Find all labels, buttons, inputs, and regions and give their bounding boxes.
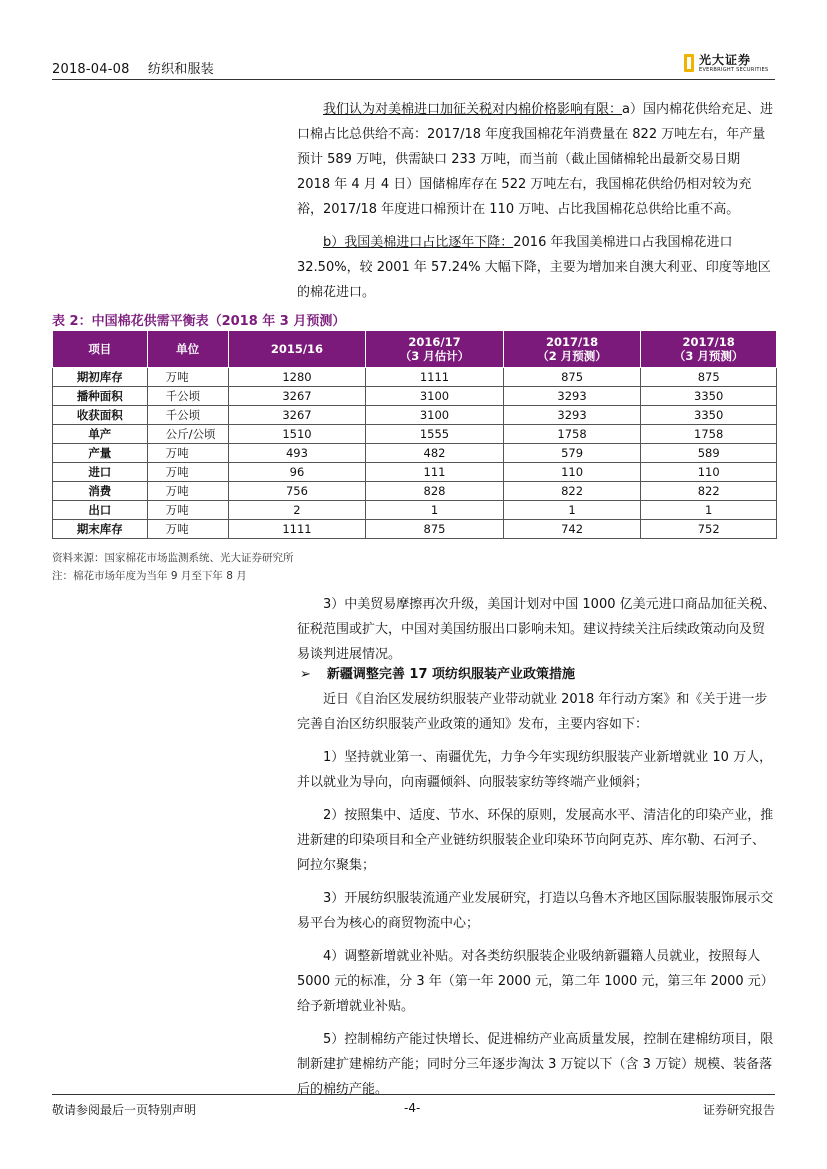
header-label: 2017/18 xyxy=(545,335,599,349)
row-label: 产量 xyxy=(53,444,148,463)
unit-cell: 万吨 xyxy=(147,463,228,482)
intro-paragraph-2 xyxy=(297,230,777,305)
value-cell: 3350 xyxy=(641,406,777,425)
header-label: 项目 xyxy=(88,342,112,356)
arrow-bullet-icon: ➢ xyxy=(300,667,311,682)
table-header-cell xyxy=(641,331,777,368)
unit-cell: 千公顷 xyxy=(147,387,228,406)
unit-cell: 千公顷 xyxy=(147,406,228,425)
value-cell: 111 xyxy=(366,463,504,482)
value-cell: 1 xyxy=(503,501,641,520)
table-header-cell xyxy=(147,331,228,368)
header-sublabel: （3 月估计） xyxy=(399,349,470,363)
value-cell: 875 xyxy=(503,368,641,387)
policy-point: 3）开展纺织服装流通产业发展研究，打造以乌鲁木齐地区国际服装服饰展示交易平台为核心的商贸物流中心； xyxy=(297,891,774,931)
report-header xyxy=(52,58,228,77)
value-cell: 828 xyxy=(366,482,504,501)
row-label: 播种面积 xyxy=(53,387,148,406)
logo-name-cn: 光大证券 xyxy=(699,52,752,67)
footer-disclaimer: 敬请参阅最后一页特别声明 xyxy=(52,1103,197,1117)
page-number: -4- xyxy=(404,1101,421,1115)
row-label: 消费 xyxy=(53,482,148,501)
table-header-row xyxy=(53,331,777,368)
table-row xyxy=(53,387,777,406)
unit-cell: 万吨 xyxy=(147,444,228,463)
header-sublabel: （3 月预测） xyxy=(673,349,744,363)
value-cell: 2 xyxy=(228,501,366,520)
value-cell: 875 xyxy=(366,520,504,539)
value-cell: 3100 xyxy=(366,406,504,425)
header-label: 2017/18 xyxy=(682,335,735,349)
logo-name-en: EVERBRIGHT SECURITIES xyxy=(699,66,769,73)
row-label: 期末库存 xyxy=(53,520,148,539)
table-row xyxy=(53,406,777,425)
value-cell: 110 xyxy=(641,463,777,482)
intro-p2-lead: b）我国美棉进口占比逐年下降： xyxy=(323,235,514,250)
intro-paragraph-1 xyxy=(297,97,777,222)
report-date: 2018-04-08 xyxy=(52,62,130,77)
row-label: 进口 xyxy=(53,463,148,482)
table-note: 注：棉花市场年度为当年 9 月至下年 8 月 xyxy=(52,570,247,582)
value-cell: 1111 xyxy=(366,368,504,387)
table-row xyxy=(53,444,777,463)
table-title: 表 2：中国棉花供需平衡表（2018 年 3 月预测） xyxy=(52,314,346,329)
policy-point: 1）坚持就业第一、南疆优先，力争今年实现纺织服装产业新增就业 10 万人，并以就业为导向，向南疆倾斜、向服装家纺等终端产业倾斜； xyxy=(297,750,773,790)
unit-cell: 万吨 xyxy=(147,482,228,501)
policy-section xyxy=(297,687,777,1102)
value-cell: 3350 xyxy=(641,387,777,406)
value-cell: 875 xyxy=(641,368,777,387)
table-row xyxy=(53,520,777,539)
value-cell: 3267 xyxy=(228,387,366,406)
unit-cell: 万吨 xyxy=(147,501,228,520)
header-divider xyxy=(52,79,775,80)
table-header-cell xyxy=(366,331,504,368)
value-cell: 1280 xyxy=(228,368,366,387)
row-label: 收获面积 xyxy=(53,406,148,425)
row-label: 出口 xyxy=(53,501,148,520)
table-row xyxy=(53,425,777,444)
row-label: 单产 xyxy=(53,425,148,444)
cotton-balance-table xyxy=(52,330,777,539)
value-cell: 482 xyxy=(366,444,504,463)
header-label: 2015/16 xyxy=(270,342,324,356)
value-cell: 1555 xyxy=(366,425,504,444)
value-cell: 1758 xyxy=(641,425,777,444)
table-header-cell xyxy=(53,331,148,368)
value-cell: 3293 xyxy=(503,387,641,406)
value-cell: 3100 xyxy=(366,387,504,406)
unit-cell: 万吨 xyxy=(147,368,228,387)
value-cell: 822 xyxy=(641,482,777,501)
policy-intro: 近日《自治区发展纺织服装产业带动就业 2018 年行动方案》和《关于进一步完善自治区纺织服装产业政策的通知》发布，主要内容如下： xyxy=(297,692,768,732)
table-row xyxy=(53,482,777,501)
value-cell: 1 xyxy=(366,501,504,520)
logo-icon xyxy=(684,54,694,72)
value-cell: 752 xyxy=(641,520,777,539)
table-row xyxy=(53,463,777,482)
value-cell: 1111 xyxy=(228,520,366,539)
value-cell: 493 xyxy=(228,444,366,463)
table-row xyxy=(53,368,777,387)
table-row xyxy=(53,501,777,520)
value-cell: 110 xyxy=(503,463,641,482)
intro-p2-text: 2016 年我国美棉进口占我国棉花进口 32.50%，较 2001 年 57.24% 大幅下降，主要为增加来自澳大利亚、印度等地区的棉花进口。 xyxy=(297,235,771,300)
report-sector: 纺织和服装 xyxy=(147,62,214,77)
section-heading xyxy=(300,663,575,682)
value-cell: 1510 xyxy=(228,425,366,444)
unit-cell: 万吨 xyxy=(147,520,228,539)
unit-cell: 公斤/公顷 xyxy=(147,425,228,444)
policy-point: 2）按照集中、适度、节水、环保的原则，发展高水平、清洁化的印染产业，推进新建的印染项目和全产业链纺织服装企业印染环节向阿克苏、库尔勒、石河子、阿拉尔聚集； xyxy=(297,808,774,873)
footer-report-type: 证券研究报告 xyxy=(702,1103,775,1117)
value-cell: 1758 xyxy=(503,425,641,444)
policy-point: 4）调整新增就业补贴。对各类纺织服装企业吸纳新疆籍人员就业，按照每人 5000 元的标准，分 3 年（第一年 2000 元，第二年 1000 元，第三年 2000 元）给予新增就业补贴。 xyxy=(297,949,774,1014)
table-source: 资料来源：国家棉花市场监测系统、光大证券研究所 xyxy=(52,552,294,564)
value-cell: 3293 xyxy=(503,406,641,425)
after-table-paragraph: 3）中美贸易摩擦再次升级，美国计划对中国 1000 亿美元进口商品加征关税、征税范围或扩大，中国对美国纺服出口影响未知。建议持续关注后续政策动向及贸易谈判进展情况。 xyxy=(297,597,776,662)
intro-p1-lead: 我们认为对美棉进口加征关税对内棉价格影响有限： xyxy=(323,102,623,117)
section-title: 新疆调整完善 17 项纺织服装产业政策措施 xyxy=(326,667,576,682)
footer-divider xyxy=(52,1094,775,1095)
intro-section xyxy=(297,97,777,305)
intro-p1-text: a）国内棉花供给充足、进口棉占比总供给不高：2017/18 年度我国棉花年消费量在 822 万吨左右，年产量预计 589 万吨，供需缺口 233 万吨，而当前（截止国储棉轮出最新交易日期 2018 年 4 月 4 日）国储棉库存在 522 万吨左右，我国棉花供给仍相对较为充裕，2017/18 年度进口棉预计在 110 万吨、占比我国棉花总供给比重不高。 xyxy=(297,102,773,217)
table-header-cell xyxy=(228,331,366,368)
header-label: 单位 xyxy=(176,342,200,356)
value-cell: 756 xyxy=(228,482,366,501)
after-table-section xyxy=(297,592,777,667)
policy-point: 5）控制棉纺产能过快增长、促进棉纺产业高质量发展，控制在建棉纺项目，限制新建扩建棉纺产能；同时分三年逐步淘汰 3 万锭以下（含 3 万锭）规模、装备落后的棉纺产能。 xyxy=(297,1032,774,1097)
table-header-cell xyxy=(503,331,641,368)
header-label: 2016/17 xyxy=(408,335,461,349)
value-cell: 742 xyxy=(503,520,641,539)
value-cell: 1 xyxy=(641,501,777,520)
company-logo xyxy=(684,52,768,74)
value-cell: 3267 xyxy=(228,406,366,425)
value-cell: 589 xyxy=(641,444,777,463)
header-sublabel: （2 月预测） xyxy=(537,349,607,363)
row-label: 期初库存 xyxy=(53,368,148,387)
value-cell: 96 xyxy=(228,463,366,482)
value-cell: 822 xyxy=(503,482,641,501)
value-cell: 579 xyxy=(503,444,641,463)
